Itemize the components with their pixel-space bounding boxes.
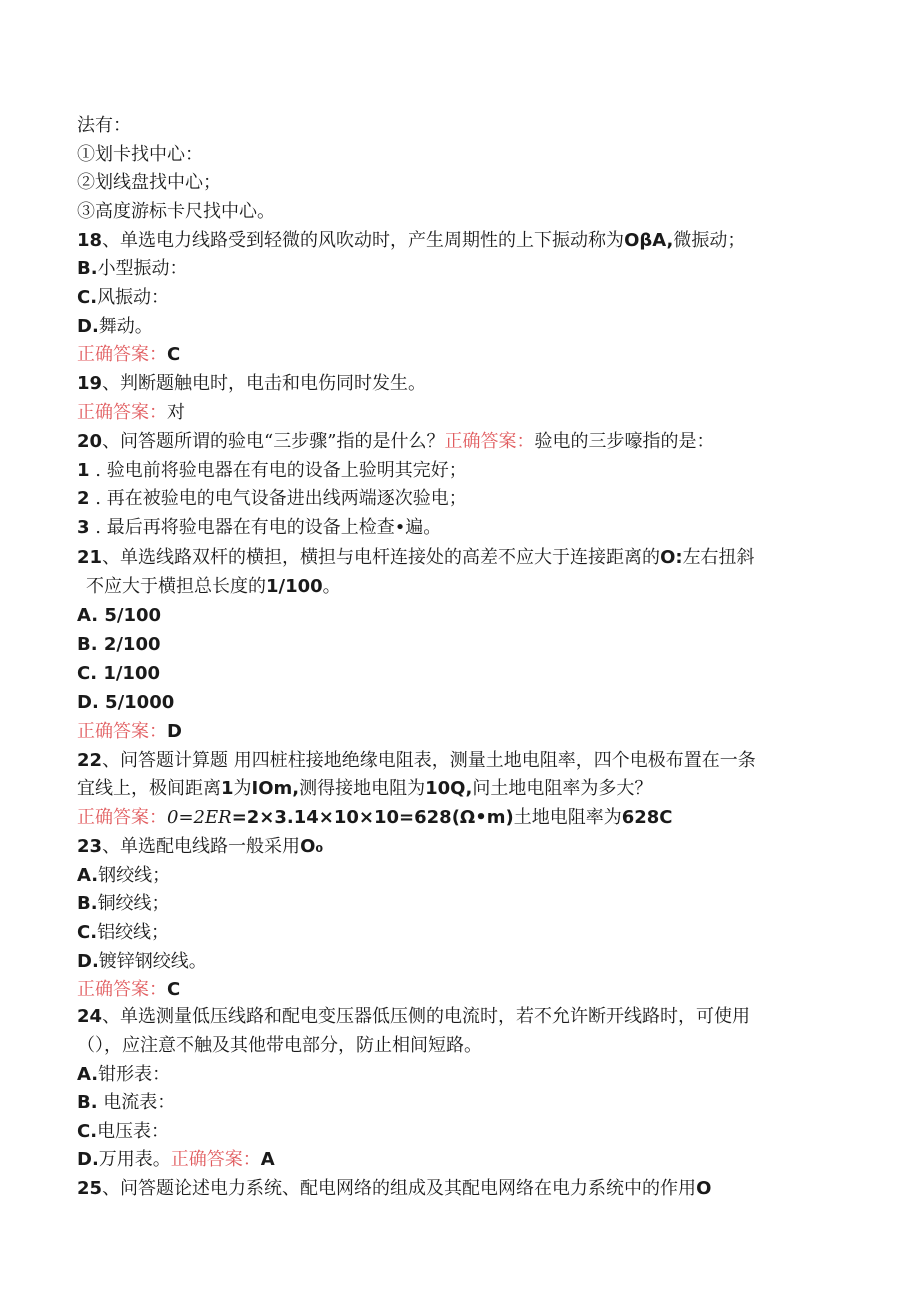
answer-formula: 0=2ER	[167, 807, 232, 828]
question-text: 不应大于横担总长度的	[86, 576, 266, 597]
question-number: 22	[77, 750, 103, 771]
question-text: 、单选配电线路一般采用	[102, 836, 301, 857]
option-c	[77, 1120, 169, 1146]
text-line	[77, 171, 221, 197]
option-text: 小型振动：	[97, 258, 188, 279]
option-d: D. 5/1000	[77, 692, 175, 713]
text-line	[77, 143, 203, 169]
option-c	[77, 921, 169, 947]
step-2	[77, 487, 467, 513]
question-number: 18	[77, 230, 103, 251]
question-text-rest: 左右扭斜	[682, 547, 755, 568]
option-letter: B.	[77, 1092, 98, 1113]
option-text: 舞动。	[98, 316, 153, 337]
option-text: 钢绞线；	[98, 865, 171, 886]
option-letter: A.	[77, 1064, 99, 1085]
question-value: 1/100	[266, 576, 323, 597]
line-text: ①划卡找中心：	[77, 144, 203, 165]
answer-text: 土地电阻率为	[513, 807, 622, 828]
option-letter: C.	[77, 1121, 98, 1142]
question-text: 宜线上，极间距离	[77, 778, 221, 799]
answer-21	[77, 720, 182, 746]
option-b: B. 2/100	[77, 634, 161, 655]
question-21-continuation	[86, 575, 341, 601]
option-c	[77, 286, 169, 312]
option-letter: D.	[77, 951, 99, 972]
step-number: 1	[77, 460, 90, 481]
question-25	[77, 1177, 711, 1203]
answer-value: C	[167, 344, 181, 365]
answer-label: 正确答案：	[77, 807, 167, 828]
question-tail: OβA,	[624, 230, 674, 251]
question-23	[77, 835, 323, 861]
question-value: 1	[221, 778, 234, 799]
option-d	[77, 1148, 275, 1174]
question-text: （），应注意不触及其他带电部分，防止相间短路。	[77, 1035, 482, 1056]
answer-label: 正确答案：	[170, 1149, 261, 1170]
answer-label: 正确答案：	[77, 721, 167, 742]
question-number: 21	[77, 547, 103, 568]
question-number: 23	[77, 836, 103, 857]
option-text: 电压表：	[97, 1121, 170, 1142]
question-number: 24	[77, 1006, 103, 1027]
question-value: 10Q,	[425, 778, 473, 799]
option-letter: B.	[77, 893, 98, 914]
question-number: 25	[77, 1178, 103, 1199]
question-text: 、问答题论述电力系统、配电网络的组成及其配电网络在电力系统中的作用	[102, 1178, 697, 1199]
question-number: 19	[77, 373, 103, 394]
step-1	[77, 459, 467, 485]
option-b	[77, 892, 170, 918]
question-text: 、问答题计算题 用四桩柱接地绝缘电阻表，测量土地电阻率，四个电极布置在一条	[102, 750, 756, 771]
answer-value: D	[167, 721, 182, 742]
step-text: . 再在被验电的电气设备进出线两端逐次验电；	[89, 488, 467, 509]
question-22-continuation	[77, 777, 652, 803]
option-text: 万用表。	[98, 1149, 171, 1170]
question-tail: O₀	[300, 836, 324, 857]
option-text: 镀锌钢绞线。	[98, 951, 207, 972]
question-tail: O	[696, 1178, 712, 1199]
option-a	[77, 1063, 170, 1089]
answer-value: 对	[167, 402, 185, 423]
step-number: 3	[77, 517, 90, 538]
question-tail: O:	[660, 547, 683, 568]
line-text: 法有：	[77, 115, 131, 136]
question-19	[77, 372, 426, 398]
option-b	[77, 257, 188, 283]
text-line	[77, 114, 131, 140]
option-letter: D.	[77, 316, 99, 337]
answer-18	[77, 343, 180, 369]
question-21	[77, 546, 755, 572]
answer-label: 正确答案：	[77, 402, 167, 423]
option-text: 钳形表：	[98, 1064, 171, 1085]
question-20	[77, 430, 714, 456]
option-letter: C.	[77, 922, 98, 943]
answer-value: A	[260, 1149, 275, 1170]
answer-label: 正确答案：	[77, 979, 167, 1000]
step-text: . 最后再将验电器在有电的设备上检查•遍。	[89, 517, 442, 538]
question-text: 问土地电阻率为多大？	[472, 778, 653, 799]
answer-value: 628C	[621, 807, 673, 828]
question-number: 20	[77, 431, 103, 452]
answer-23	[77, 978, 180, 1004]
question-text: 、单选电力线路受到轻微的风吹动时，产生周期性的上下振动称为	[102, 230, 625, 251]
option-a	[77, 864, 170, 890]
option-text: 铝绞线；	[97, 922, 170, 943]
question-22	[77, 749, 756, 775]
step-number: 2	[77, 488, 90, 509]
answer-22	[77, 806, 673, 832]
question-text: 、单选线路双杆的横担，横担与电杆连接处的高差不应大于连接距离的	[102, 547, 661, 568]
line-text: ②划线盘找中心；	[77, 172, 221, 193]
answer-label: 正确答案：	[77, 344, 167, 365]
line-text: ③高度游标卡尺找中心。	[77, 201, 275, 222]
text-line	[77, 200, 275, 226]
step-text: . 验电前将验电器在有电的设备上验明其完好；	[89, 460, 467, 481]
question-text: 、问答题所谓的验电“三步骤”指的是什么？	[102, 431, 445, 452]
option-d	[77, 315, 153, 341]
option-c: C. 1/100	[77, 663, 160, 684]
option-a: A. 5/100	[77, 605, 162, 626]
answer-calculation: =2×3.14×10×10=628(Ω•m)	[231, 807, 514, 828]
question-text-rest: 微振动；	[673, 230, 746, 251]
option-text: 风振动：	[97, 287, 170, 308]
question-18	[77, 229, 745, 255]
question-24	[77, 1005, 750, 1031]
answer-label: 正确答案：	[444, 431, 535, 452]
answer-19	[77, 401, 185, 427]
question-text: 、单选测量低压线路和配电变压器低压侧的电流时，若不允许断开线路时，可使用	[102, 1006, 751, 1027]
option-d	[77, 950, 207, 976]
option-b	[77, 1091, 175, 1117]
option-letter: B.	[77, 258, 98, 279]
answer-value: 验电的三步嚎指的是：	[534, 431, 715, 452]
option-text: 铜绞线；	[97, 893, 170, 914]
answer-value: C	[167, 979, 181, 1000]
option-letter: D.	[77, 1149, 99, 1170]
question-value: IOm,	[251, 778, 300, 799]
question-text: 测得接地电阻为	[299, 778, 426, 799]
option-text: 电流表：	[97, 1092, 176, 1113]
question-text-rest: 。	[322, 576, 341, 597]
question-24-continuation	[77, 1034, 482, 1060]
option-letter: C.	[77, 287, 98, 308]
step-3	[77, 516, 441, 542]
question-text: 为	[233, 778, 252, 799]
question-text: 、判断题触电时，电击和电伤同时发生。	[102, 373, 427, 394]
option-letter: A.	[77, 865, 99, 886]
